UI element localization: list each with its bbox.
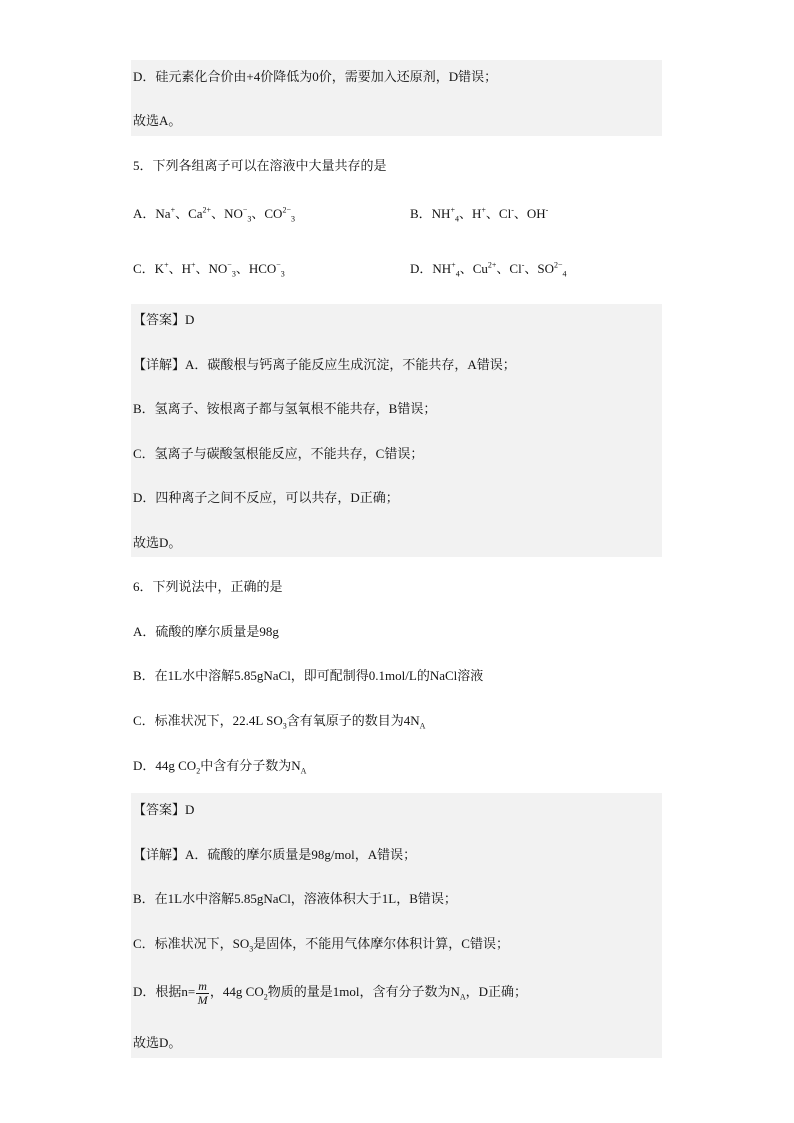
question-5-stem: 5．下列各组离子可以在溶液中大量共存的是 bbox=[133, 158, 387, 173]
q5-option-d: D．$NH^+_4$、$Cu^{2+}$、Cl-、$SO^{2-}_4$ bbox=[410, 260, 567, 279]
q6-option-a: A．硫酸的摩尔质量是98g bbox=[133, 624, 279, 639]
q6-option-c: C．标准状况下，22.4L $SO_3$含有氧原子的数目为$4N_A$ bbox=[133, 713, 426, 731]
q6-detail-b: B．在1L水中溶解5.85gNaCl，溶液体积大于1L，B错误； bbox=[133, 891, 457, 906]
q6-conclusion: 故选D。 bbox=[133, 1035, 182, 1050]
q5-detail-d: D．四种离子之间不反应，可以共存，D正确； bbox=[133, 490, 399, 505]
q6-answer: 【答案】D bbox=[133, 802, 195, 817]
molar-mass-fraction: $\frac{m}{M}$ bbox=[197, 978, 208, 1007]
option-d-explanation: D．硅元素化合价由+4价降低为0价，需要加入还原剂，D错误； bbox=[133, 69, 498, 84]
q5-option-a: A．Na+、$Ca^{2+}$、$NO^-_3$、$CO^{2-}_3$ bbox=[133, 205, 295, 224]
question-6-stem: 6．下列说法中，正确的是 bbox=[133, 579, 283, 594]
q5-conclusion: 故选D。 bbox=[133, 535, 182, 550]
explanation-block-6 bbox=[131, 793, 662, 1058]
q5-detail-b: B．氢离子、铵根离子都与氢氧根不能共存，B错误； bbox=[133, 401, 437, 416]
q6-detail-a: 【详解】A．硫酸的摩尔质量是98g/mol，A错误； bbox=[133, 847, 417, 862]
q5-detail-c: C．氢离子与碳酸氢根能反应，不能共存，C错误； bbox=[133, 446, 424, 461]
conclusion-text: 故选A。 bbox=[133, 113, 182, 128]
q5-detail-a: 【详解】A．碳酸根与钙离子能反应生成沉淀，不能共存，A错误； bbox=[133, 357, 516, 372]
q5-answer: 【答案】D bbox=[133, 312, 195, 327]
q6-option-b: B．在1L水中溶解5.85gNaCl，即可配制得0.1mol/L的NaCl溶液 bbox=[133, 668, 484, 683]
q6-detail-c: C．标准状况下，$SO_3$是固体，不能用气体摩尔体积计算，C错误； bbox=[133, 936, 509, 954]
q6-option-d: D．44g $CO_2$中含有分子数为$N_A$ bbox=[133, 758, 307, 776]
q5-option-c: C．K+、H+、$NO^-_3$、$HCO^-_3$ bbox=[133, 260, 285, 279]
explanation-block-5 bbox=[131, 304, 662, 557]
q5-option-b: B．$NH^+_4$、H+、Cl-、OH- bbox=[410, 205, 549, 224]
q6-detail-d: D．根据n= $\frac{m}{M}$ ，44g $CO_2$物质的量是1mol，含有分子数为$N_A$，D正确； bbox=[133, 978, 528, 1007]
